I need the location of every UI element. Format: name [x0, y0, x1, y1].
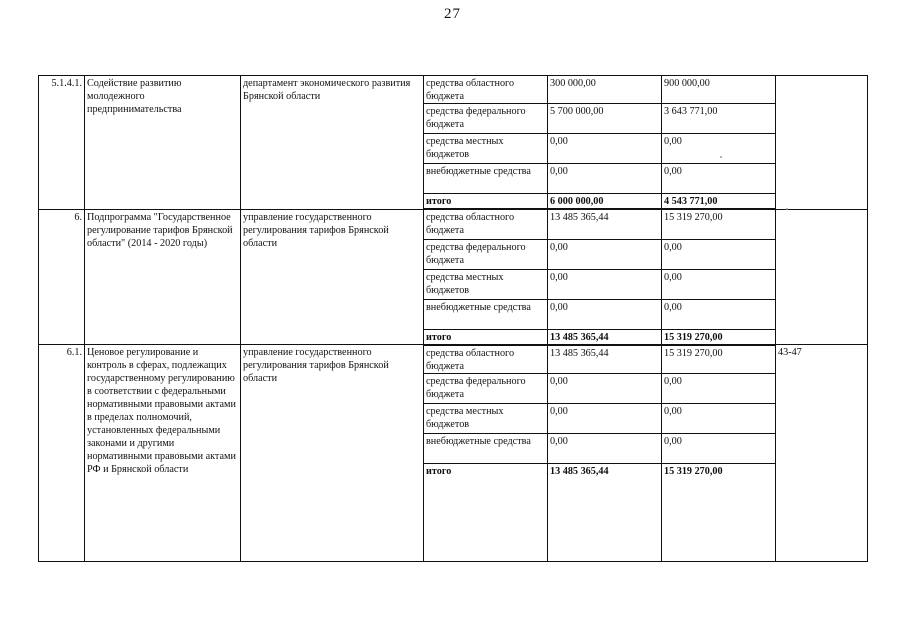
indicator-ref: 43-47: [776, 345, 868, 562]
table-row: [39, 209, 868, 239]
funding-source: внебюджетные средства: [424, 164, 548, 194]
item-executor: департамент экономического развития Брянской области: [241, 76, 424, 210]
amount-year2: 15 319 270,00: [662, 345, 776, 374]
amount-year1: 0,00: [548, 433, 662, 463]
amount-year2: 3 643 771,00: [662, 104, 776, 134]
amount-year2: 0,00: [662, 299, 776, 329]
table-row: [39, 345, 868, 374]
funding-source: средства областного бюджета: [424, 345, 548, 374]
amount-year2: 15 319 270,00: [662, 209, 776, 239]
funding-source: средства местных бюджетов: [424, 134, 548, 164]
funding-source-total: итого: [424, 329, 548, 345]
amount-year1: 0,00: [548, 134, 662, 164]
amount-year2: 0,00: [662, 433, 776, 463]
amount-year2-total: 15 319 270,00: [662, 463, 776, 561]
funding-source: внебюджетные средства: [424, 299, 548, 329]
funding-source: средства местных бюджетов: [424, 269, 548, 299]
amount-year2: 0,00: [662, 164, 776, 194]
amount-year2: 900 000,00: [662, 76, 776, 104]
amount-year1: 0,00: [548, 239, 662, 269]
amount-year1-total: 13 485 365,44: [548, 463, 662, 561]
funding-source-total: итого: [424, 463, 548, 561]
amount-year1: 0,00: [548, 403, 662, 433]
amount-year2-total: 4 543 771,00: [662, 194, 776, 210]
amount-year1: 13 485 365,44: [548, 209, 662, 239]
amount-year2: 0,00: [662, 403, 776, 433]
item-executor: управление государственного регулирования тарифов Брянской области: [241, 209, 424, 345]
table-row: [39, 76, 868, 104]
item-code: 6.: [39, 209, 85, 345]
funding-source: средства областного бюджета: [424, 76, 548, 104]
funding-source: средства федерального бюджета: [424, 104, 548, 134]
item-name: Подпрограмма "Государственное регулирование тарифов Брянской области" (2014 - 2020 годы): [85, 209, 241, 345]
indicator-ref: [776, 76, 868, 210]
amount-year1: 5 700 000,00: [548, 104, 662, 134]
scan-speck: [786, 208, 788, 210]
amount-year1-total: 13 485 365,44: [548, 329, 662, 345]
funding-source: средства федерального бюджета: [424, 373, 548, 403]
scan-speck: [720, 156, 722, 158]
amount-year1: 300 000,00: [548, 76, 662, 104]
amount-year1: 0,00: [548, 269, 662, 299]
amount-year2: 0,00: [662, 134, 776, 164]
amount-year1-total: 6 000 000,00: [548, 194, 662, 210]
item-code: 6.1.: [39, 345, 85, 562]
funding-source: средства областного бюджета: [424, 209, 548, 239]
indicator-ref: [776, 209, 868, 345]
item-name: Ценовое регулирование и контроль в сферах, подлежащих государственному регулированию в соответствии с федеральными нормативными правовыми актами в пределах полномочий, установленных федеральными законами и другими нормативными правовыми актами РФ и Брянской области: [85, 345, 241, 562]
funding-source: средства местных бюджетов: [424, 403, 548, 433]
amount-year2: 0,00: [662, 269, 776, 299]
amount-year1: 0,00: [548, 164, 662, 194]
item-code: 5.1.4.1.: [39, 76, 85, 210]
amount-year2-total: 15 319 270,00: [662, 329, 776, 345]
page-number: 27: [444, 6, 461, 22]
amount-year1: 0,00: [548, 299, 662, 329]
amount-year2: 0,00: [662, 239, 776, 269]
amount-year1: 0,00: [548, 373, 662, 403]
amount-year2: 0,00: [662, 373, 776, 403]
funding-source-total: итого: [424, 194, 548, 210]
item-name: Содействие развитию молодежного предпринимательства: [85, 76, 241, 210]
funding-source: средства федерального бюджета: [424, 239, 548, 269]
amount-year1: 13 485 365,44: [548, 345, 662, 374]
item-executor: управление государственного регулирования тарифов Брянской области: [241, 345, 424, 562]
budget-table: [38, 75, 868, 562]
funding-source: внебюджетные средства: [424, 433, 548, 463]
